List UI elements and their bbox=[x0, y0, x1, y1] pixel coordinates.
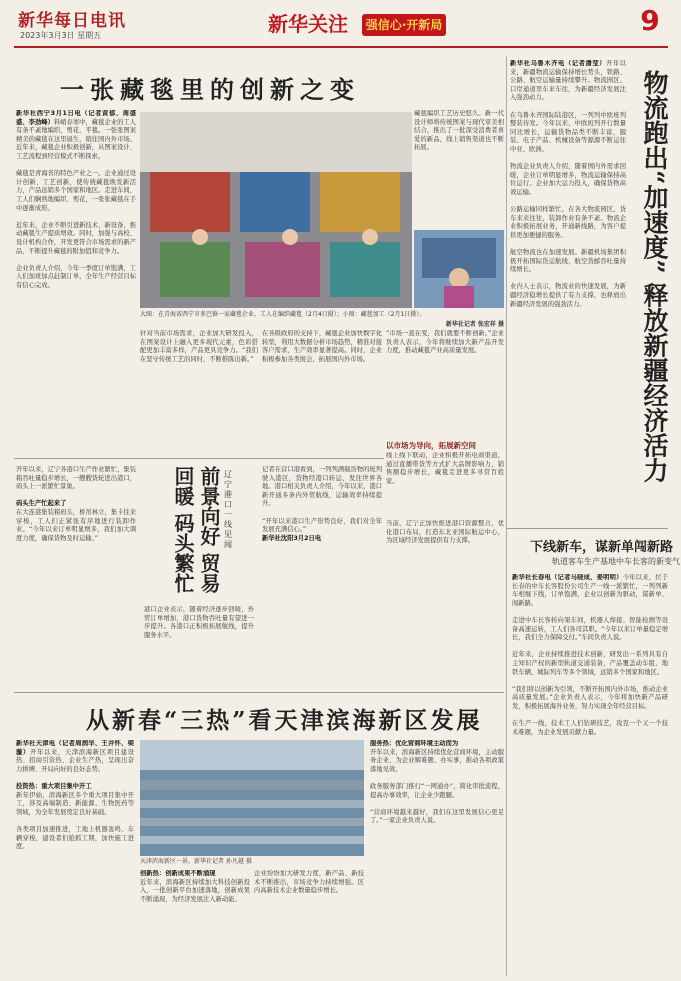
article1-subhead2: 以市场为导向，拓展新空间 bbox=[386, 441, 476, 450]
page-number: 9 bbox=[640, 4, 660, 37]
article3-headline: 下线新车，谋新单闯新路 bbox=[530, 540, 674, 555]
article3-lead-bold: 新华社长春电（记者马晓成、姜明明） bbox=[512, 574, 623, 581]
article4-lead: 开年以来，天津滨海新区项目建设热、招商引资热、企业生产热，呈现出奋力拼搏、开局向好的良好态势。 bbox=[16, 748, 134, 773]
article1-caption: 大图：在青海省西宁市多巴镇一家藏毯企业，工人在编织藏毯（2月4日摄）；小图：藏毯加工（2月1日摄）。 bbox=[140, 311, 426, 318]
article4-headline: 从新春“三热”看天津滨海新区发展 bbox=[86, 707, 483, 734]
article-mid-vertical-headline: 前景向好 贸易回暖 码头繁忙 bbox=[171, 466, 221, 593]
article1-text-col4: 在各级政府的支持下，藏毯企业加快数字化转型，利用大数据分析市场趋势，精准对接客户需求，生产效率显著提高。同时，企业积极参加各类展会，拓展国内外市场。 bbox=[262, 330, 382, 363]
article1-photo-credit: 新华社记者 张宏祥 摄 bbox=[445, 321, 504, 328]
weaver-image bbox=[414, 230, 504, 308]
issue-date: 2023年3月3日 星期五 bbox=[20, 31, 102, 40]
article-mid-text-col3: 记者在营口港看到，一列列满载货物的班列驶入港区，货物经港口转运，发往世界各地。港口相关负责人介绍，今年以来，港口新开通多条内外贸航线，运输效率持续提升。 “开年以来港口生产形势良好，我们对全年发展充满信心。” 新华社沈阳3月2日电 bbox=[262, 466, 382, 542]
article-mid-text-col4: 当前，辽宁正加快推进港口资源整合，优化港口布局，打造东北亚国际航运中心，为区域经济发展提供有力支撑。 bbox=[386, 520, 504, 545]
article-mid-subhead: 码头生产忙起来了 bbox=[16, 500, 67, 508]
article3-text: 新华社长春电（记者马晓成、姜明明）今年以来，位于长春的中车长客股份公司生产一线一派繁忙，一列列新车相继下线，订单饱满，企业以创新为驱动，谋新单、闯新路。 走进中车长客转向架车间，机器人焊接、智能检测等设备高速运转，工人们各司其职。“今年以来订单量稳定增长，我们全力保障交付。”车间负责人说。 近年来，企业持续推进技术创新，研发出一系列具有自主知识产权的新型轨道交通装备，产品覆盖动车组、地铁车辆、城际列车等多个领域，远销多个国家和地区。 “我们将以创新为引领，不断开拓国内外市场，推动企业高质量发展。”企业负责人表示，今年将加快新产品研发，积极拓展海外业务，努力实现全年经营目标。 在生产一线，技术工人们钻研技艺，攻克一个又一个技术难题，为企业发展贡献力量。 bbox=[512, 574, 668, 736]
article1-lead-bold: 新华社西宁3月1日电（记者黄郁、周盛盛、李劲峰） bbox=[16, 110, 136, 126]
article1-text-col2: 藏毯编织工艺历史悠久。新一代设计师将传统图案与现代审美相结合，推出了一批深受消费者喜爱的新品，线上销售渠道也不断拓展。 bbox=[414, 110, 504, 152]
article-mid-subtitle: 辽宁港口一线见闻 bbox=[224, 470, 232, 549]
article4-photo bbox=[140, 740, 364, 856]
article4-lead-bold: 新华社天津电（记者周润华、王井怀、梁璇） bbox=[16, 740, 134, 756]
section-slogan: 强信心·开新局 bbox=[362, 14, 446, 36]
article1-headline: 一张藏毯里的创新之变 bbox=[60, 75, 360, 104]
article3-lead: 今年以来，位于长春的中车长客股份公司生产一线一派繁忙，一列列新车相继下线，订单饱满，企业以创新为驱动，谋新单、闯新路。 bbox=[512, 574, 668, 607]
article2-lead: 开年以来，新疆物流运输保持增长势头，铁路、公路、航空运输量持续攀升。物流园区、口岸通道里车来车往，为新疆经济发展注入强劲动力。 bbox=[510, 60, 626, 102]
binhai-aerial-image bbox=[140, 740, 364, 856]
masthead-brand: 新华每日电讯 bbox=[18, 11, 126, 31]
article1-text-col3: 针对当前市场需求，企业加大研发投入，在图案设计上融入更多现代元素，色彩搭配更加丰富多样，产品更具竞争力。“我们在坚守传统工艺的同时，不断推陈出新。” bbox=[140, 330, 258, 363]
article1-text-col6: 线上线下联动，企业积极开拓电商渠道，通过直播带货等方式扩大品牌影响力，销售额稳步增长，藏毯走进更多寻常百姓家。 bbox=[386, 452, 504, 485]
article4-subhead3: 服务热：优化营商环境主动而为 bbox=[370, 740, 459, 747]
article2-text: 新华社乌鲁木齐电（记者潘莹）开年以来，新疆物流运输保持增长势头，铁路、公路、航空运输量持续攀升。物流园区、口岸通道里车来车往，为新疆经济发展注入强劲动力。 在乌鲁木齐国际陆港区，一列列中欧班列整装待发。今年以来，中欧班列开行数量同比增长，运输货物品类不断丰富，服装、电子产品、机械设备等源源不断运往中亚、欧洲。 物流企业负责人介绍，随着国内外需求回暖，企业订单明显增多，物流运输保持高位运行。企业加大运力投入，确保货物高效运输。 公路运输同样繁忙。在各大物流园区，货车来来往往，装卸作业有条不紊。物流企业积极拓展业务，开通新线路，为客户提供更加便捷的服务。 航空物流也在加速发展。新疆机场集团积极开拓国际货运航线，航空货邮吞吐量持续增长。 业内人士表示，物流业的快速发展，为新疆经济稳增长提供了有力支撑，也释放出新疆经济发展的强劲活力。 bbox=[510, 60, 626, 308]
article-mid-text-col1: 开年以来，辽宁各港口生产作业繁忙，集装箱吞吐量稳步增长，一艘艘货轮进出港口，码头上一派繁忙景象。 码头生产忙起来了 在大连港集装箱码头，桥吊林立，集卡往来穿梭，工人们正紧张有序地进行装卸作业。“今年以来订单明显增多，我们加大调度力度，确保货物及时运输。” bbox=[16, 466, 136, 542]
article4-subhead1: 投资热：重大项目集中开工 bbox=[16, 782, 92, 790]
article4-text-col3: 企业纷纷加大研发力度，新产品、新技术不断推出，市场竞争力持续增强。区内高新技术企业数量稳步增长。 bbox=[254, 870, 364, 895]
article4-subhead2: 创新热：创新成果不断涌现 bbox=[140, 870, 216, 877]
header-rule bbox=[14, 46, 668, 48]
article4-caption: 天津滨海新区一景。新华社记者 孙凡越 摄 bbox=[140, 858, 252, 865]
section-title: 新华关注 bbox=[268, 12, 348, 36]
article4-text-col1: 新华社天津电（记者周润华、王井怀、梁璇）开年以来，天津滨海新区项目建设热、招商引资热、企业生产热，呈现出奋力拼搏、开局向好的良好态势。 投资热：重大项目集中开工 新年伊始，滨海新区多个重大项目集中开工，涉及高端制造、新能源、生物医药等领域，为全年发展奠定良好基础。 各类项目加速推进，工地上机器轰鸣、车辆穿梭，建设者们抢抓工期，加快施工进度。 bbox=[16, 740, 134, 851]
article2-lead-bold: 新华社乌鲁木齐电（记者潘莹） bbox=[510, 60, 606, 67]
page-header bbox=[0, 0, 681, 46]
article1-text-col5: “市场一直在变，我们就要不断创新。”企业负责人表示，今年将继续加大新产品开发力度，推动藏毯产业高质量发展。 bbox=[386, 330, 504, 355]
article3-subtitle: 轨道客车生产基地中车长客的新变气 bbox=[552, 557, 680, 566]
article4-text-col4: 服务热：优化营商环境主动而为 开年以来，滨海新区持续优化营商环境，主动服务企业，为企业解难题、办实事，推动各项政策落地见效。 政务服务部门推行“一网通办”，简化审批流程，提高办事效率，让企业少跑腿。 “营商环境越来越好，我们在这里发展信心更足了。”一家企业负责人说。 bbox=[370, 740, 504, 825]
carpet-workshop-image bbox=[140, 112, 412, 308]
article4-text-col2: 创新热：创新成果不断涌现 近年来，滨海新区持续加大科技创新投入，一批创新平台加速落地，创新成果不断涌现，为经济发展注入新动能。 bbox=[140, 870, 250, 903]
article-mid-text-col2: 港口企业表示，随着经济逐步回暖，外贸订单增加，港口货物吞吐量有望进一步提升。各港口正积极拓展航线，提升服务水平。 bbox=[144, 606, 254, 639]
article2-vertical-headline: 物流跑出“加速度” 释放新疆经济活力 bbox=[640, 70, 669, 483]
article-mid-byline: 新华社沈阳3月2日电 bbox=[262, 534, 322, 542]
article1-lead: 料峭春寒中，藏毯企业的工人有条不紊地编织、剪花、平毯。一张张图案精美的藏毯在这里诞生，销往国内外市场。近年来，藏毯企业积极创新，从图案设计、工艺流程到经营模式不断探索。 bbox=[16, 118, 136, 160]
article1-main-photo bbox=[140, 112, 412, 308]
article1-small-photo bbox=[414, 230, 504, 308]
article1-text-col1: 新华社西宁3月1日电（记者黄郁、周盛盛、李劲峰）料峭春寒中，藏毯企业的工人有条不紊地编织、剪花、平毯。一张张图案精美的藏毯在这里诞生，销往国内外市场。近年来，藏毯企业积极创新，从图案设计、工艺流程到经营模式不断探索。 藏毯是青海省的特色产业之一。企业通过设计创新、工艺创新，使传统藏毯焕发新活力，产品远销多个国家和地区。走进车间，工人们娴熟地编织、剪花，一张张藏毯在手中逐渐成形。 近年来，企业不断引进新技术、新设备，推动藏毯生产提质增效。同时，加强与高校、设计机构合作，开发更符合市场需求的新产品，不断提升藏毯的附加值和竞争力。 企业负责人介绍，今年一季度订单饱满，工人们加班加点赶制订单，全年生产经营目标有信心完成。 bbox=[16, 110, 136, 289]
